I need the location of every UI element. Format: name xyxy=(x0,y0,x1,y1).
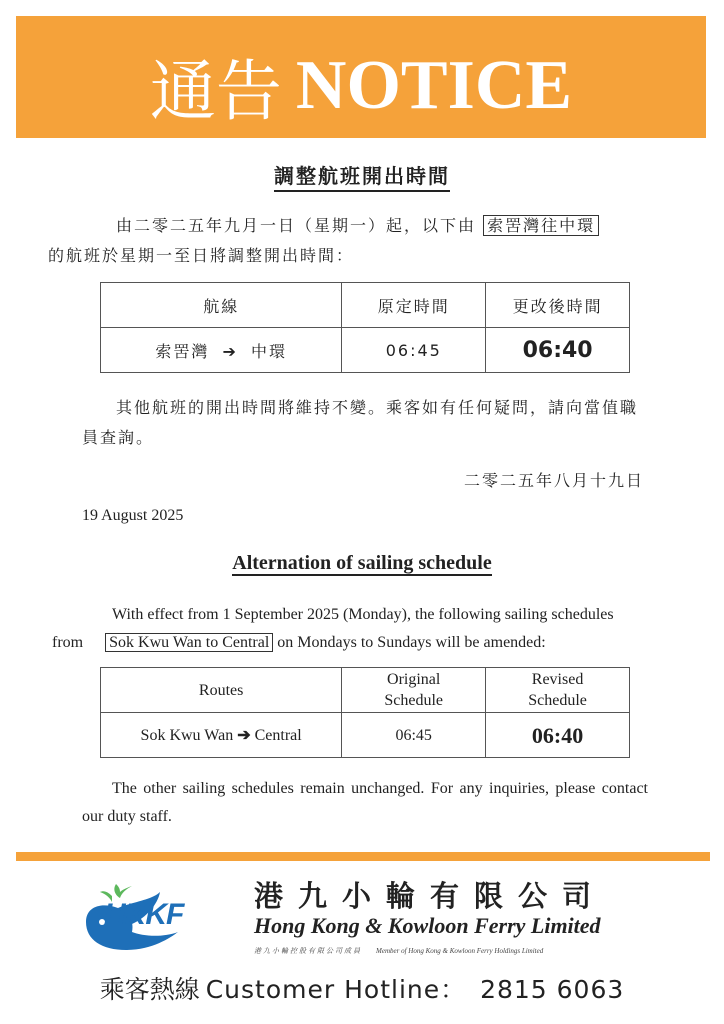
original-time: 06:45 xyxy=(342,328,486,373)
header-revised: 更改後時間 xyxy=(486,283,630,328)
banner-title-en: NOTICE xyxy=(295,46,573,124)
route-cell: 索罟灣 ➔ 中環 xyxy=(101,328,342,373)
header-revised: Revised Schedule xyxy=(486,668,630,713)
hotline-label-zh: 乘客熱線 xyxy=(99,975,200,1004)
header-original: Original Schedule xyxy=(342,668,486,713)
chinese-heading: 調整航班開出時間 xyxy=(0,160,724,189)
chinese-date: 二零二五年八月十九日 xyxy=(463,471,644,490)
arrow-icon: ➔ xyxy=(237,726,251,744)
membership-en: Member of Hong Kong & Kowloon Ferry Holdings Limited xyxy=(376,947,544,955)
english-paragraph-1 xyxy=(52,601,648,657)
header-route: 航線 xyxy=(101,283,342,328)
table-header-row xyxy=(101,283,630,328)
english-para1-from: from xyxy=(52,634,84,651)
english-date: 19 August 2025 xyxy=(82,507,184,524)
banner-title-zh: 通告 xyxy=(149,53,282,130)
english-para1-line1: With effect from 1 September 2025 (Monday), the following sailing schedules xyxy=(112,606,614,623)
english-route-box: Sok Kwu Wan to Central xyxy=(105,633,273,652)
english-schedule-table xyxy=(100,667,630,758)
hotline-label-en: Customer Hotline： xyxy=(205,975,467,1004)
company-name-en: Hong Kong & Kowloon Ferry Limited xyxy=(254,913,601,938)
revised-time: 06:40 xyxy=(486,713,630,758)
chinese-route-box: 索罟灣往中環 xyxy=(483,215,599,236)
chinese-schedule-table xyxy=(100,282,630,373)
english-heading: Alternation of sailing schedule xyxy=(232,552,492,574)
arrow-icon: ➔ xyxy=(222,341,238,361)
customer-hotline xyxy=(0,970,724,1006)
chinese-paragraph-2: 其他航班的開出時間將維持不變。乘客如有任何疑問，請向當值職員查詢。 xyxy=(82,398,639,447)
hotline-number[interactable]: 2815 6063 xyxy=(480,975,625,1004)
footer-divider xyxy=(16,852,710,861)
route-cell: Sok Kwu Wan ➔ Central xyxy=(101,713,342,758)
chinese-para1-text: 由二零二五年九月一日（星期一）起，以下由 xyxy=(116,216,477,235)
banner-title xyxy=(16,38,706,133)
header-original: 原定時間 xyxy=(342,283,486,328)
notice-banner xyxy=(16,16,706,138)
table-header-row xyxy=(101,668,630,713)
header-route: Routes xyxy=(101,668,342,713)
table-row xyxy=(101,713,630,758)
company-name-zh: 港九小輪有限公司 xyxy=(254,879,607,913)
table-row xyxy=(101,328,630,373)
hkkf-logo-text: HKKF xyxy=(104,898,184,931)
original-time: 06:45 xyxy=(342,713,486,758)
company-membership xyxy=(254,946,543,956)
chinese-paragraph-1 xyxy=(48,211,652,271)
revised-time: 06:40 xyxy=(486,328,630,373)
english-para1-tail: on Mondays to Sundays will be amended: xyxy=(277,634,546,651)
membership-zh: 港九小輪控股有限公司成員 xyxy=(254,947,362,955)
chinese-para1-tail: 的航班於星期一至日將調整開出時間： xyxy=(48,246,355,265)
english-paragraph-2: The other sailing schedules remain unchanged. For any inquiries, please contact our duty staff. xyxy=(82,780,648,825)
